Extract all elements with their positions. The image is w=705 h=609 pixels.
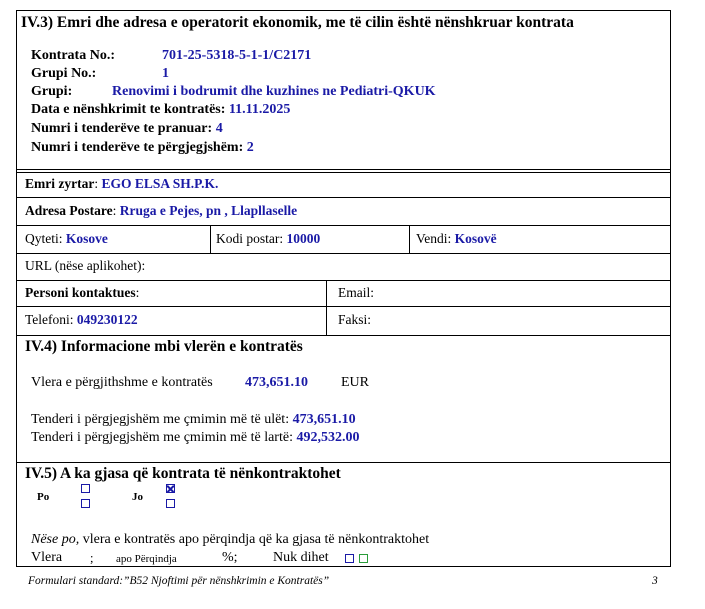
yes-label: Po <box>37 491 50 503</box>
yes-checkbox[interactable] <box>81 499 90 508</box>
unknown-checkbox-alt[interactable] <box>359 554 368 563</box>
group-no-value: 1 <box>162 66 169 81</box>
group-no-label: Grupi No.: <box>31 66 97 81</box>
lowest-tender-value: 473,651.10 <box>292 412 356 427</box>
sign-date-row <box>31 102 290 118</box>
postal-address-row: Adresa Postare: Rruga e Pejes, pn , Llapllaselle <box>25 203 298 218</box>
phone-value: 049230122 <box>76 312 138 327</box>
cell-divider <box>210 225 211 253</box>
fax-label: Faksi: <box>338 312 372 327</box>
sign-date-value: 11.11.2025 <box>228 102 291 117</box>
divider <box>16 306 671 307</box>
country-cell <box>416 231 497 247</box>
form-footer: Formulari standard:”B52 Njoftimi për nënshkrimin e Kontratës” <box>28 575 330 587</box>
country-label: Vendi: <box>416 231 452 246</box>
group-value: Renovimi i bodrumit dhe kuzhines ne Pediatri-QKUK <box>112 84 436 99</box>
tenders-received-row <box>31 121 223 137</box>
city-cell <box>25 231 108 247</box>
highest-tender-value: 492,532.00 <box>296 430 360 445</box>
highest-tender-row <box>31 430 359 446</box>
if-yes-text: vlera e kontratës apo përqindja që ka gjasa të nënkontraktohet <box>79 532 430 547</box>
total-value: 473,651.10 <box>245 375 308 390</box>
divider <box>16 280 671 281</box>
city-value: Kosove <box>65 231 108 246</box>
divider <box>16 253 671 254</box>
contract-no-value: 701-25-5318-5-1-1/C2171 <box>162 48 312 63</box>
yes-checkbox-top[interactable] <box>81 484 90 493</box>
official-name-value: EGO ELSA SH.P.K. <box>101 176 219 191</box>
total-value-row <box>31 375 213 391</box>
total-value-label: Vlera e përgjithshme e kontratës <box>31 375 213 390</box>
divider <box>16 335 671 336</box>
city-label: Qyteti: <box>25 231 63 246</box>
divider <box>16 172 671 173</box>
postal-address-value: Rruga e Pejes, pn , Llapllaselle <box>119 203 298 218</box>
divider <box>16 169 671 170</box>
semicolon: ; <box>90 551 94 565</box>
no-checkbox-checked[interactable] <box>166 484 175 493</box>
postal-code-label: Kodi postar: <box>216 231 284 246</box>
tenders-received-label: Numri i tenderëve te pranuar: <box>31 121 213 136</box>
value-label: Vlera <box>31 550 63 565</box>
tenders-received-value: 4 <box>215 121 223 136</box>
phone-cell <box>25 312 138 328</box>
contact-cell: Personi kontaktues: <box>25 285 140 300</box>
lowest-tender-row <box>31 412 356 428</box>
postal-code-cell <box>216 231 320 247</box>
tenders-responsive-value: 2 <box>246 140 254 155</box>
divider <box>16 225 671 226</box>
if-yes-italic: Nëse po, <box>31 532 80 547</box>
phone-label: Telefoni: <box>25 312 74 327</box>
postal-code-value: 10000 <box>286 231 321 246</box>
email-label: Email: <box>338 285 374 300</box>
official-name-row: Emri zyrtar: EGO ELSA SH.P.K. <box>25 176 219 191</box>
if-yes-row <box>31 532 429 548</box>
group-label: Grupi: <box>31 84 73 99</box>
cell-divider <box>409 225 410 253</box>
section-4-title: IV.4) Informacione mbi vlerën e kontratës <box>25 338 303 355</box>
tenders-responsive-row <box>31 140 254 156</box>
divider <box>16 462 671 463</box>
section-3-title: IV.3) Emri dhe adresa e operatorit ekonomik, me të cilin është nënshkruar kontrata <box>21 14 574 31</box>
percent-label: apo Përqindja <box>116 553 177 565</box>
url-label: URL (nëse aplikohet): <box>25 258 146 273</box>
no-label: Jo <box>132 491 143 503</box>
divider <box>16 197 671 198</box>
unknown-label: Nuk dihet <box>273 550 329 565</box>
percent-suffix: %; <box>222 550 238 565</box>
tenders-responsive-label: Numri i tenderëve te përgjegjshëm: <box>31 140 244 155</box>
contract-no-label: Kontrata No.: <box>31 48 115 63</box>
page-number: 3 <box>652 575 658 587</box>
section-5-title: IV.5) A ka gjasa që kontrata të nënkontraktohet <box>25 465 341 482</box>
postal-address-label: Adresa Postare <box>25 203 113 218</box>
country-value: Kosovë <box>454 231 497 246</box>
sign-date-label: Data e nënshkrimit te kontratës: <box>31 102 226 117</box>
currency: EUR <box>341 375 369 390</box>
lowest-tender-label: Tenderi i përgjegjshëm me çmimin më të ulët: <box>31 412 290 427</box>
highest-tender-label: Tenderi i përgjegjshëm me çmimin më të lartë: <box>31 430 293 445</box>
official-name-label: Emri zyrtar <box>25 176 95 191</box>
no-checkbox[interactable] <box>166 499 175 508</box>
unknown-checkbox[interactable] <box>345 554 354 563</box>
contact-label: Personi kontaktues <box>25 285 136 300</box>
cell-divider <box>326 280 327 335</box>
